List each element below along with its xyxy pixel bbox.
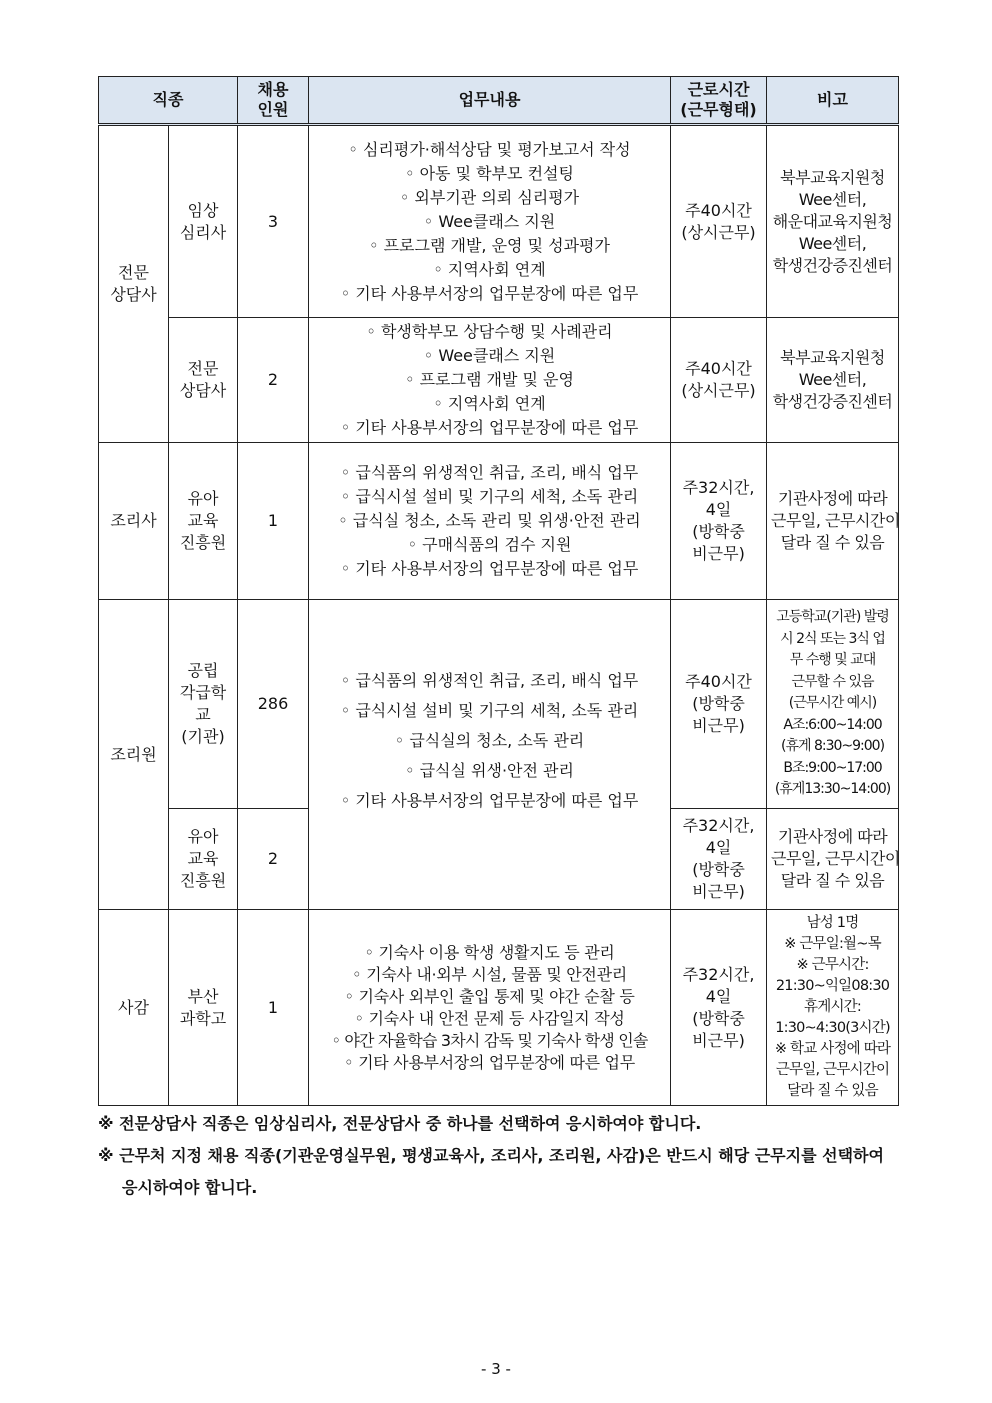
- count-cell: 1: [238, 910, 309, 1106]
- list-item: ◦ 프로그램 개발, 운영 및 성과평가: [313, 234, 666, 258]
- subcategory-cell: 유아 교육 진흥원: [169, 809, 238, 910]
- list-item: ◦ 야간 자율학습 3차시 감독 및 기숙사 학생 인솔: [313, 1030, 666, 1052]
- list-item: ◦ 기숙사 외부인 출입 통제 및 야간 순찰 등: [313, 986, 666, 1008]
- duties-cell: [309, 600, 671, 910]
- header-hours: 근로시간 (근무형태): [671, 77, 767, 125]
- list-item: ◦ 기타 사용부서장의 업무분장에 따른 업무: [313, 1052, 666, 1074]
- duties-cell: [309, 318, 671, 443]
- table-row: [99, 600, 899, 809]
- count-cell: 2: [238, 318, 309, 443]
- subcategory-cell: 공립 각급학교 (기관): [169, 600, 238, 809]
- subcategory-cell: 유아 교육 진흥원: [169, 443, 238, 600]
- note-cell: 기관사정에 따라 근무일, 근무시간이 달라 질 수 있음: [767, 809, 899, 910]
- note-cell: 고등학교(기관) 발령 시 2식 또는 3식 업 무 수행 및 교대 근무할 수 있음 (근무시간 예시) A조:6:00~14:00 (휴게 8:30~9:00) B조:9:00~17:00 (휴게13:30~14:00): [767, 600, 899, 809]
- list-item: ◦ 급식실 위생·안전 관리: [313, 756, 666, 786]
- subcategory-cell: 임상 심리사: [169, 125, 238, 318]
- count-cell: 1: [238, 443, 309, 600]
- category-cell: 사감: [99, 910, 169, 1106]
- note-cell: 남성 1명 ※ 근무일:월~목 ※ 근무시간: 21:30~익일08:30 휴게시간: 1:30~4:30(3시간) ※ 학교 사정에 따라 근무일, 근무시간이 달라 질 수 있음: [767, 910, 899, 1106]
- footnote: ※ 전문상담사 직종은 임상심리사, 전문상담사 중 하나를 선택하여 응시하여야 합니다.: [98, 1114, 702, 1133]
- hours-cell: 주40시간 (상시근무): [671, 125, 767, 318]
- list-item: ◦ 기숙사 이용 학생 생활지도 등 관리: [313, 942, 666, 964]
- hours-cell: 주32시간, 4일 (방학중 비근무): [671, 809, 767, 910]
- list-item: ◦ 기타 사용부서장의 업무분장에 따른 업무: [313, 786, 666, 816]
- list-item: ◦ 급식실의 청소, 소독 관리: [313, 726, 666, 756]
- list-item: ◦ 기숙사 내·외부 시설, 물품 및 안전관리: [313, 964, 666, 986]
- list-item: ◦ 기숙사 내 안전 문제 등 사감일지 작성: [313, 1008, 666, 1030]
- category-cell: 전문 상담사: [99, 125, 169, 443]
- list-item: ◦ 급식품의 위생적인 취급, 조리, 배식 업무: [313, 461, 666, 485]
- table-row: [99, 910, 899, 1106]
- category-cell: 조리원: [99, 600, 169, 910]
- category-cell: 조리사: [99, 443, 169, 600]
- job-table: [98, 76, 899, 1106]
- table-row: [99, 443, 899, 600]
- note-cell: 기관사정에 따라 근무일, 근무시간이 달라 질 수 있음: [767, 443, 899, 600]
- list-item: ◦ 기타 사용부서장의 업무분장에 따른 업무: [313, 416, 666, 440]
- list-item: ◦ 학생학부모 상담수행 및 사례관리: [313, 320, 666, 344]
- note-cell: 북부교육지원청 Wee센터, 학생건강증진센터: [767, 318, 899, 443]
- list-item: ◦ 지역사회 연계: [313, 258, 666, 282]
- list-item: ◦ 심리평가·해석상담 및 평가보고서 작성: [313, 138, 666, 162]
- list-item: ◦ 급식시설 설비 및 기구의 세척, 소독 관리: [313, 485, 666, 509]
- list-item: ◦ Wee클래스 지원: [313, 210, 666, 234]
- list-item: ◦ 외부기관 의뢰 심리평가: [313, 186, 666, 210]
- duties-cell: [309, 125, 671, 318]
- hours-cell: 주32시간, 4일 (방학중 비근무): [671, 910, 767, 1106]
- count-cell: 2: [238, 809, 309, 910]
- list-item: ◦ 구매식품의 검수 지원: [313, 533, 666, 557]
- list-item: ◦ 기타 사용부서장의 업무분장에 따른 업무: [313, 557, 666, 581]
- header-duties: 업무내용: [309, 77, 671, 125]
- list-item: ◦ 급식시설 설비 및 기구의 세척, 소독 관리: [313, 696, 666, 726]
- list-item: ◦ 급식실 청소, 소독 관리 및 위생·안전 관리: [313, 509, 666, 533]
- table-row: [99, 125, 899, 318]
- header-note: 비고: [767, 77, 899, 125]
- duties-cell: [309, 443, 671, 600]
- list-item: ◦ 지역사회 연계: [313, 392, 666, 416]
- hours-cell: 주32시간, 4일 (방학중 비근무): [671, 443, 767, 600]
- header-count: 채용 인원: [238, 77, 309, 125]
- footnotes: [98, 1108, 898, 1204]
- list-item: ◦ 기타 사용부서장의 업무분장에 따른 업무: [313, 282, 666, 306]
- hours-cell: 주40시간 (방학중 비근무): [671, 600, 767, 809]
- footnote: ※ 근무처 지정 채용 직종(기관운영실무원, 평생교육사, 조리사, 조리원, 사감)은 반드시 해당 근무지를 선택하여 응시하여야 합니다.: [98, 1146, 884, 1197]
- header-category: 직종: [99, 77, 238, 125]
- subcategory-cell: 전문 상담사: [169, 318, 238, 443]
- list-item: ◦ 아동 및 학부모 컨설팅: [313, 162, 666, 186]
- subcategory-cell: 부산 과학고: [169, 910, 238, 1106]
- list-item: ◦ 급식품의 위생적인 취급, 조리, 배식 업무: [313, 666, 666, 696]
- count-cell: 3: [238, 125, 309, 318]
- list-item: ◦ Wee클래스 지원: [313, 344, 666, 368]
- hours-cell: 주40시간 (상시근무): [671, 318, 767, 443]
- page-number: - 3 -: [481, 1360, 511, 1378]
- table-row: [99, 318, 899, 443]
- list-item: ◦ 프로그램 개발 및 운영: [313, 368, 666, 392]
- count-cell: 286: [238, 600, 309, 809]
- note-cell: 북부교육지원청 Wee센터, 해운대교육지원청 Wee센터, 학생건강증진센터: [767, 125, 899, 318]
- duties-cell: [309, 910, 671, 1106]
- table-header-row: [99, 77, 899, 125]
